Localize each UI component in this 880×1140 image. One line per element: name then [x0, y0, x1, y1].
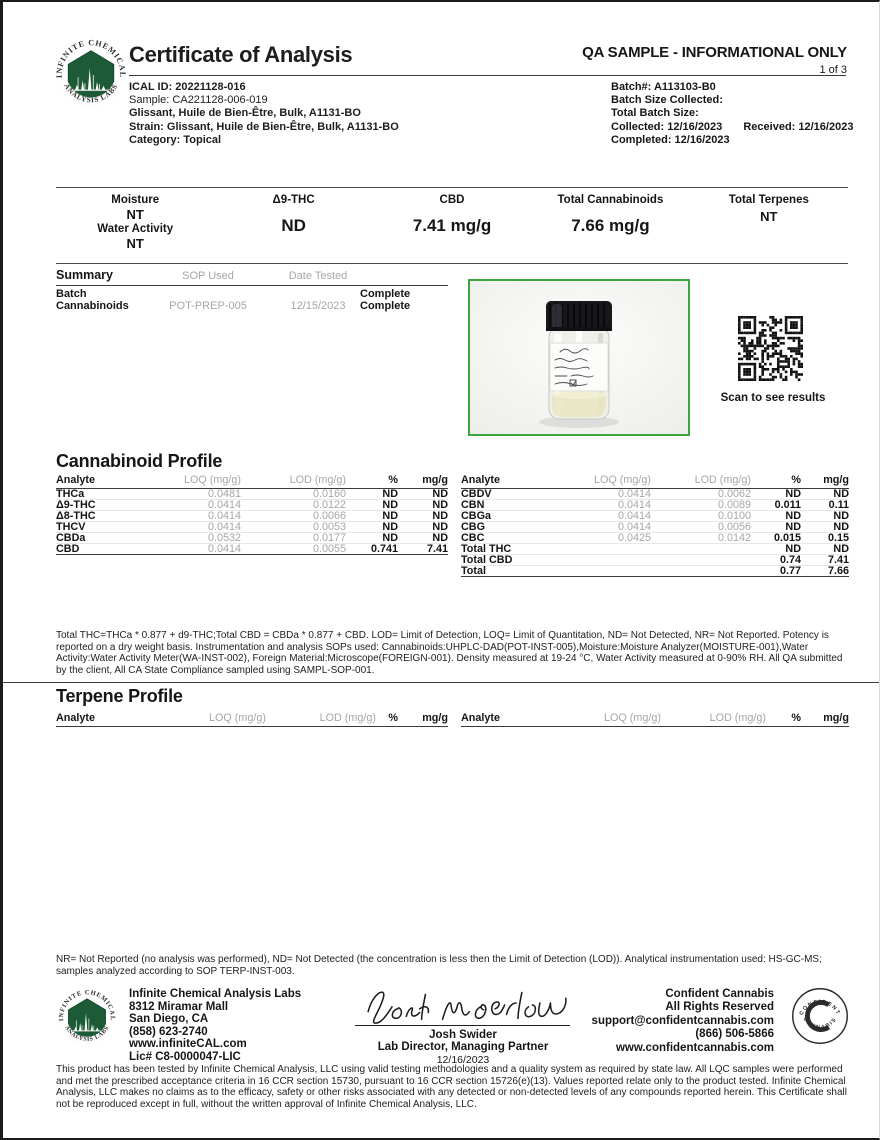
sample-photo: [468, 279, 690, 436]
cannabinoid-profile-title: Cannabinoid Profile: [56, 451, 223, 471]
col-lod: LOD (mg/g): [319, 712, 376, 724]
completed-date: Completed: 12/16/2023: [611, 133, 730, 146]
signer-name: Josh Swider: [429, 1029, 497, 1041]
table-row: CBDV 0.0414 0.0062 ND ND: [461, 487, 849, 500]
qr-code: [738, 316, 803, 381]
signature-date: 12/16/2023: [436, 1054, 490, 1066]
lab-name: Infinite Chemical Analysis Labs: [129, 988, 302, 1000]
confident-email: support@confidentcannabis.com: [591, 1014, 774, 1027]
col-loq: LOQ (mg/g): [209, 712, 266, 724]
confident-cannabis-block: [514, 988, 774, 1055]
signer-role: Lab Director, Managing Partner: [377, 1041, 549, 1053]
svg-text:CANNABIS: CANNABIS: [801, 1016, 839, 1031]
page-indicator: 1 of 3: [819, 64, 847, 76]
lab-website: www.infiniteCAL.com: [129, 1038, 247, 1051]
collected-received-line: [611, 121, 853, 134]
legal-disclaimer: This product has been tested by Infinite Chemical Analysis, LLC using valid testing methodologies and a quality system as required by state law. All LQC samples were performed and met the prescribed acceptance criteria in 16 CCR section 15730, pursuant to 16 CCR section 15726(e)(13). Values reported relate only to the product tested. Infinite Chemical Analysis, LLC makes no claims as to the efficacy, safety or other risks associated with any detected or non-detected levels of any compounds reported herein. This Certificate shall not be reproduced except in full, without the written approval of Infinite Chemical Analysis, LLC.: [56, 1064, 847, 1110]
total-batch-size: Total Batch Size:: [611, 107, 699, 120]
lab-address-street: 8312 Miramar Mall: [129, 1000, 229, 1013]
table-row: CBG 0.0414 0.0056 ND ND: [461, 520, 849, 533]
cannabinoids-sop: POT-PREP-005: [169, 300, 247, 312]
col-analyte: Analyte: [461, 712, 501, 724]
col-analyte: Analyte: [56, 474, 96, 486]
col-loq: LOQ (mg/g): [184, 474, 241, 486]
date-tested-header: Date Tested: [288, 270, 348, 282]
summary-table-divider: [56, 285, 448, 286]
section-divider: [3, 682, 879, 683]
infinite-chemical-lab-logo-footer: [56, 988, 118, 1054]
total-cannabinoids-result: Total Cannabinoids 7.66 mg/g: [557, 194, 664, 235]
strain-name: Strain: Glissant, Huile de Bien-Être, Bulk, A1131-BO: [129, 120, 399, 133]
lab-contact-block: [129, 988, 301, 1064]
infinite-chemical-lab-logo: [53, 38, 129, 118]
qr-caption: Scan to see results: [720, 392, 826, 404]
category: Category: Topical: [129, 133, 222, 146]
table-row: Total CBD 0.74 7.41: [461, 553, 849, 566]
col-loq: LOQ (mg/g): [604, 712, 661, 724]
lab-address-city: San Diego, CA: [129, 1013, 209, 1026]
col-lod: LOD (mg/g): [289, 474, 346, 486]
vial-photo-illustration: [470, 281, 688, 434]
batch-status: Complete: [360, 288, 411, 300]
batch-number: Batch#: A113103-B0: [611, 81, 716, 93]
cbd-result: CBD 7.41 mg/g: [412, 194, 492, 235]
sample-name: Glissant, Huile de Bien-Être, Bulk, A1131-BO: [129, 107, 361, 120]
table-row: Δ8-THC 0.0414 0.0066 ND ND: [56, 509, 448, 522]
total-terpenes-result: Total Terpenes NT: [728, 194, 809, 224]
terpene-table-left: [56, 714, 448, 727]
col-lod: LOD (mg/g): [694, 474, 751, 486]
svg-text:CONFIDENT: CONFIDENT: [798, 999, 842, 1017]
col-mgg: mg/g: [422, 712, 448, 724]
moisture-result: Moisture NT Water Activity NT: [97, 194, 174, 251]
cannabinoid-table-right: [461, 476, 849, 577]
table-row: Δ9-THC 0.0414 0.0122 ND ND: [56, 498, 448, 511]
summary-section-title: Summary: [56, 268, 113, 282]
terpene-footnote: NR= Not Reported (no analysis was performed), ND= Not Detected (the concentration is less then the Limit of Detection (LOD)). Analytical instrumentation used: HS-GC-MS; samples analyzed according to SOP TERP-INST-003.: [56, 954, 822, 977]
cannabinoids-date: 12/15/2023: [290, 300, 346, 312]
table-header: [56, 714, 448, 727]
summary-row-cannabinoids: Cannabinoids: [56, 300, 129, 312]
page-title: Certificate of Analysis: [129, 42, 353, 67]
table-row: THCa 0.0481 0.0160 ND ND: [56, 487, 448, 500]
table-row: Total 0.77 7.66: [461, 564, 849, 577]
summary-row-batch: Batch: [56, 288, 87, 300]
lab-phone: (858) 623-2740: [129, 1025, 208, 1038]
sop-used-header: SOP Used: [182, 270, 234, 282]
batch-info-block: [611, 81, 853, 147]
table-row: CBDa 0.0532 0.0177 ND ND: [56, 531, 448, 544]
table-row: Total THC ND ND: [461, 542, 849, 555]
lab-license: Lic# C8-0000047-LIC: [129, 1050, 241, 1063]
col-analyte: Analyte: [461, 474, 501, 486]
table-row: CBD 0.0414 0.0055 0.741 7.41: [56, 542, 448, 555]
table-row: CBN 0.0414 0.0089 0.011 0.11: [461, 498, 849, 511]
confident-phone: (866) 506-5866: [695, 1028, 774, 1041]
confident-rights: All Rights Reserved: [665, 1001, 774, 1014]
table-row: THCV 0.0414 0.0053 ND ND: [56, 520, 448, 533]
col-loq: LOQ (mg/g): [594, 474, 651, 486]
cannabinoid-table-left: [56, 476, 448, 555]
confident-cannabis-logo: [791, 987, 849, 1045]
confident-name: Confident Cannabis: [665, 988, 774, 1000]
col-percent: %: [791, 712, 801, 724]
col-analyte: Analyte: [56, 712, 96, 724]
confident-website: www.confidentcannabis.com: [615, 1041, 774, 1054]
table-row: CBC 0.0425 0.0142 0.015 0.15: [461, 531, 849, 544]
received-date: Received: 12/16/2023: [743, 120, 854, 133]
collected-date: Collected: 12/16/2023: [611, 120, 723, 133]
summary-results-band: [56, 187, 848, 264]
col-percent: %: [791, 474, 801, 486]
sample-info-block: [129, 81, 399, 147]
terpene-profile-title: Terpene Profile: [56, 686, 183, 706]
col-lod: LOD (mg/g): [709, 712, 766, 724]
ical-id: ICAL ID: 20221128-016: [129, 81, 246, 93]
header-divider: [129, 75, 846, 76]
cannabinoid-footnote: Total THC=THCa * 0.877 + d9-THC;Total CBD = CBDa * 0.877 + CBD. LOD= Limit of Detection, LOQ= Limit of Quantitation, ND= Not Detected, NR= Not Reported. Potency is reported on a dry weight basis. Instrumentation and analysis SOPs used: Cannabinoids:UHPLC-DAD(POT-INST-005),Moisture:Moisture Analyzer(MOISTURE-001),Water Activity:Water Activity Meter(WA-INST-002), Foreign Material:Microscope(FOREIGN-001). Density measured at 19-24 °C, Water Activity measured at 0-90% RH. All QA submitted by the client, All CA State Compliance sampled using SAMPL-SOP-001.: [56, 630, 843, 676]
terpene-table-right: [461, 714, 849, 727]
cannabinoids-status: Complete: [360, 300, 411, 312]
batch-size-collected: Batch Size Collected:: [611, 94, 723, 107]
col-mgg: mg/g: [823, 712, 849, 724]
col-mgg: mg/g: [823, 474, 849, 486]
qa-sample-label: QA SAMPLE - INFORMATIONAL ONLY: [582, 44, 847, 61]
col-percent: %: [388, 712, 398, 724]
table-header: [461, 714, 849, 727]
col-percent: %: [388, 474, 398, 486]
col-mgg: mg/g: [422, 474, 448, 486]
d9-thc-result: Δ9-THC ND: [272, 194, 315, 235]
sample-id: Sample: CA221128-006-019: [129, 94, 268, 107]
table-row: CBGa 0.0414 0.0100 ND ND: [461, 509, 849, 522]
